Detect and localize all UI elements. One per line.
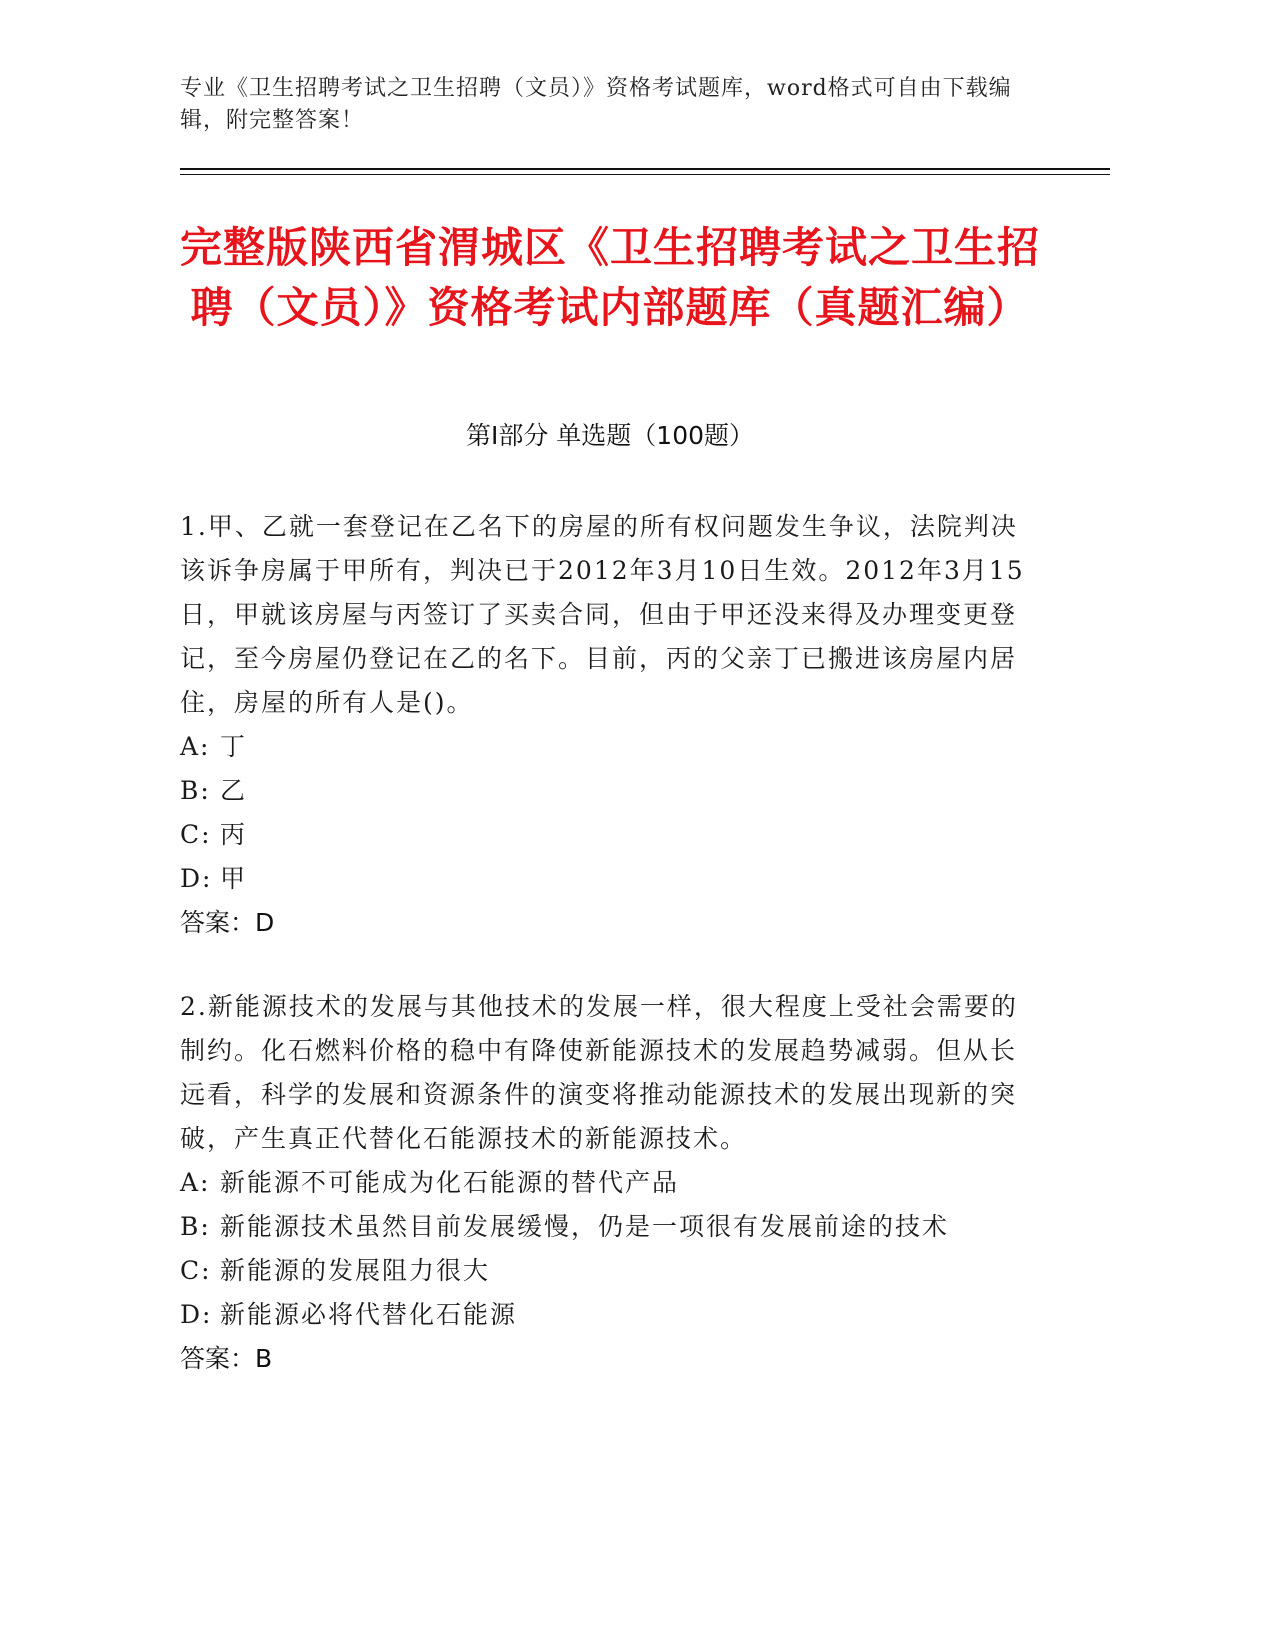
option-letter: B: [180, 776, 211, 805]
option-d [180, 857, 1040, 901]
answer-line: 答案：D [180, 908, 275, 937]
option-letter: A: [180, 732, 211, 761]
option-text: 新能源必将代替化石能源 [220, 1300, 518, 1329]
option-c [180, 1249, 1040, 1293]
option-letter: D: [180, 1300, 213, 1329]
option-text: 新能源技术虽然目前发展缓慢，仍是一项很有发展前途的技术 [220, 1212, 950, 1241]
header-divider-thin [180, 174, 1110, 175]
option-b [180, 1205, 1040, 1249]
option-text: 丁 [220, 732, 248, 761]
option-letter: D: [180, 864, 213, 893]
section-heading: 第I部分 单选题（100题） [465, 421, 755, 450]
option-letter: B: [180, 1212, 211, 1241]
answer-line: 答案：B [180, 1344, 273, 1373]
option-a [180, 1161, 1040, 1205]
option-a [180, 725, 1040, 769]
header-note: 专业《卫生招聘考试之卫生招聘（文员）》资格考试题库，word格式可自由下载编辑，附完整答案！ [180, 76, 1012, 133]
option-b [180, 769, 1040, 813]
option-text: 甲 [220, 864, 248, 893]
question-2 [180, 985, 1040, 1381]
option-letter: C: [180, 1256, 212, 1285]
option-letter: A: [180, 1168, 211, 1197]
option-d [180, 1293, 1040, 1337]
option-text: 乙 [220, 776, 248, 805]
document-title: 完整版陕西省渭城区《卫生招聘考试之卫生招聘（文员）》资格考试内部题库（真题汇编） [180, 223, 1041, 332]
question-stem: 2.新能源技术的发展与其他技术的发展一样，很大程度上受社会需要的制约。化石燃料价格的稳中有降使新能源技术的发展趋势减弱。但从长远看，科学的发展和资源条件的演变将推动能源技术的发展出现新的突破，产生真正代替化石能源技术的新能源技术。 [180, 992, 1018, 1153]
option-text: 丙 [220, 820, 248, 849]
question-1 [180, 505, 1040, 945]
option-c [180, 813, 1040, 857]
option-text: 新能源不可能成为化石能源的替代产品 [220, 1168, 680, 1197]
option-letter: C: [180, 820, 212, 849]
question-stem: 1.甲、乙就一套登记在乙名下的房屋的所有权问题发生争议，法院判决该诉争房属于甲所有，判决已于2012年3月10日生效。2012年3月15日，甲就该房屋与丙签订了买卖合同，但由于甲还没来得及办理变更登记，至今房屋仍登记在乙的名下。目前，丙的父亲丁已搬进该房屋内居住，房屋的所有人是()。 [180, 512, 1025, 717]
option-text: 新能源的发展阻力很大 [220, 1256, 491, 1285]
header-divider-thick [180, 168, 1110, 170]
